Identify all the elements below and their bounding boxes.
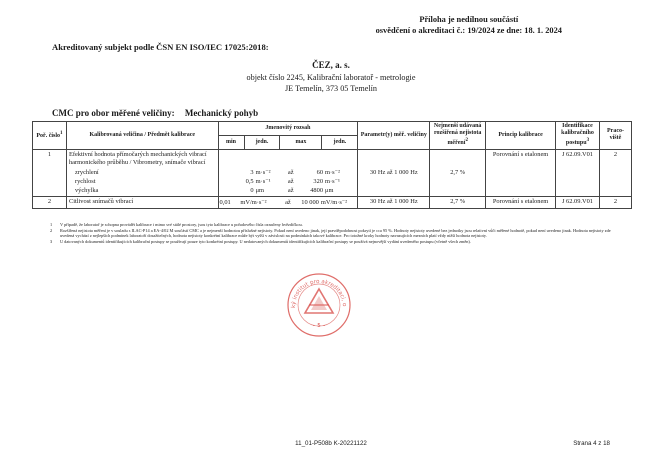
footnote: 1 V případě, že laboratoř je schopna provádět kalibrace i mimo své stálé prostory, jsou tyto kalibrace u pořadového čísla označeny hvězdičkou. <box>50 222 303 227</box>
row2-uncert: 2,7 % <box>430 196 486 208</box>
row2-num: 2 <box>33 196 67 208</box>
footnotes <box>50 222 618 244</box>
cmc-label: CMC pro obor měřené veličiny: <box>52 108 175 118</box>
row2-range-table <box>219 198 358 207</box>
row1-sub1-label: rychlost <box>74 177 96 185</box>
header-unit1: jedn. <box>244 135 280 149</box>
row2-workplace: 2 <box>599 196 631 208</box>
header-num: Poř. číslo$^1$ <box>33 122 67 150</box>
organization-line2: objekt číslo 2245, Kalibrační laboratoř - metrologie <box>246 72 416 82</box>
row1-principle: Porovnání s etalonem <box>486 149 556 196</box>
row1-params: 30 Hz až 1 000 Hz <box>358 149 430 196</box>
annex-header-line2: osvědčení o akreditaci č.: 19/2024 ze dne: 18. 1. 2024 <box>375 26 562 35</box>
range-row: 0,5 m·s⁻¹ až 320 m·s⁻¹ <box>245 177 340 185</box>
row1-ident: J 62.09.V01 <box>556 149 600 196</box>
row1-workplace: 2 <box>599 149 631 196</box>
header-principle: Princip kalibrace <box>486 122 556 150</box>
row1-desc: Efektivní hodnota přímočarých mechanických vibrací harmonického průběhu / Vibrometry, snímače vibrací <box>68 150 207 166</box>
row1-uncert: 2,7 % <box>430 149 486 196</box>
header-unit2: jedn. <box>322 135 358 149</box>
row2-params: 30 Hz až 1 000 Hz <box>358 196 430 208</box>
table-header-row <box>33 122 632 136</box>
annex-header-line1: Příloha je nedílnou součástí <box>419 15 519 24</box>
organization-block <box>0 60 662 95</box>
accreditation-stamp <box>286 272 352 338</box>
footnote: 2 Rozšířená nejistota měření je v souladu s ILAC-P14 a EA-4/02 M součástí CMC a je nejmenší hodnotou příslušné nejistoty. Pokud není uvedeno jinak, její pravděpodobnost pokrytí je cca 95 %. Hodnoty nejistoty uvedené bez jednotky jsou relativní vůči měřené hodnotě, pokud není uvedeno jinak. Hodnota nejistoty zde uvedená vychází z nejlepších podmínek laboratoří dosažitelných, hodnota nejistoty konkrétní kalibrace může být vyšší v závislosti na podmínkách takové kalibrace. Pro totožné kroky hodnoty navazujících mezních platí vždy nižší hodnota nejistoty. <box>50 227 611 239</box>
header-uncert: Nejmenší udávaná rozšířená nejistota měření$^2$ <box>430 122 486 150</box>
document-code: 11_01-P508b K-20221122 <box>295 440 367 447</box>
svg-text:Český institut pro akreditaci,: ký institut pro akreditaci, o <box>290 278 348 309</box>
header-range: Jmenovitý rozsah <box>218 122 358 136</box>
header-params: Parametr(y) měř. veličiny <box>358 122 430 150</box>
accredited-subject-title: Akreditovaný subjekt podle ČSN EN ISO/IEC 17025:2018: <box>52 42 269 52</box>
row1-sub0-label: zrychlení <box>74 168 99 176</box>
cmc-heading <box>52 108 258 118</box>
table-row <box>33 196 632 208</box>
row2-ident: J 62.09.V01 <box>556 196 600 208</box>
cmc-table <box>32 121 632 209</box>
row1-range-table <box>219 168 358 195</box>
page-number: Strana 4 z 18 <box>573 440 610 447</box>
header-max: max <box>280 135 322 149</box>
header-quantity: Kalibrovaná veličina / Předmět kalibrace <box>66 122 218 150</box>
stamp-seal-icon <box>286 272 352 338</box>
row2-desc: Citlivost snímačů vibrací <box>66 196 218 208</box>
row1-sub2-label: výchylka <box>74 186 99 194</box>
row1-desc-cell <box>66 149 218 196</box>
row1-num: 1 <box>33 149 67 196</box>
header-workplace: Praco-viště <box>599 122 631 150</box>
header-min: min <box>218 135 244 149</box>
range-row: 0 μm až 4800 μm <box>250 186 334 194</box>
stamp-number: – 5 – <box>312 323 326 329</box>
table-row <box>33 149 632 196</box>
row1-range-cell <box>218 149 358 196</box>
cmc-field: Mechanický pohyb <box>184 108 259 118</box>
organization-name: ČEZ, a. s. <box>312 60 350 70</box>
annex-header <box>376 14 562 36</box>
organization-line3: JE Temelín, 373 05 Temelín <box>284 84 377 93</box>
header-ident: Identifikace kalibračního postupu$^3$ <box>556 122 600 150</box>
footnote: 3 U datovaných dokumentů identifikujících kalibrační postupy se používají pouze tyto konkrétní postupy. U nedatovaných dokumentů identifikujících kalibrační postupy se používá nejnovější vydání uvedeného postupu (včetně všech změn). <box>50 238 471 244</box>
range-row: 0,01 mV/m·s⁻² až 10 000 mV/m·s⁻² <box>219 198 348 206</box>
range-row: 3 m·s⁻² až 60 m·s⁻² <box>250 168 340 176</box>
row2-principle: Porovnání s etalonem <box>486 196 556 208</box>
row2-range-cell <box>218 196 358 208</box>
